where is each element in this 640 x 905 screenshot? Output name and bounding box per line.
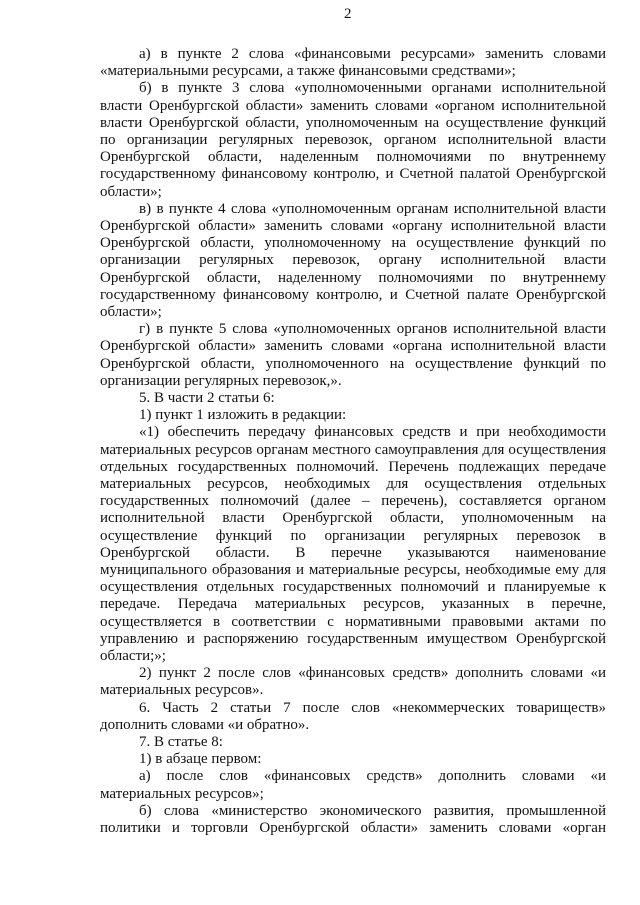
text-line: 5. В части 2 статьи 6: [139,390,275,406]
text-line: 1) пункт 1 изложить в редакции: [139,407,347,423]
text-line: в) в пункте 4 слова «уполномоченным органам исполнительной власти [139,201,606,217]
text-line: отдельных государственных полномочий. Перечень подлежащих передаче [100,459,606,475]
text-line: передаче. Передача материальных ресурсов, указанных в перечне, [100,596,606,612]
text-line: б) в пункте 3 слова «уполномоченными органами исполнительной [139,80,606,96]
text-line: материальных ресурсов органам местного самоуправления для осуществления [100,442,606,458]
text-line: муниципального образования и материальные ресурсы, необходимые ему для [100,562,606,578]
text-line: 6. Часть 2 статьи 7 после слов «некоммерческих товариществ» [139,700,606,716]
text-line: Оренбургской области» заменить словами «органа исполнительной власти [100,338,606,354]
text-line: Оренбургской области, уполномоченного на осуществление функций по [100,356,606,372]
text-line: а) в пункте 2 слова «финансовыми ресурсами» заменить словами [139,46,606,62]
text-line: Оренбургской области» заменить словами «органу исполнительной власти [100,218,606,234]
text-line: государственному финансовому контролю, и Счетной палатой Оренбургской [100,166,606,182]
text-line: организации регулярных перевозок,». [100,373,342,389]
text-line: дополнить словами «и обратно». [100,717,310,733]
text-line: «1) обеспечить передачу финансовых средств и при необходимости [139,424,606,440]
text-line: государственному финансовому контролю, и Счетной палате Оренбургской [100,287,606,303]
text-line: политики и торговли Оренбургской области» заменить словами «орган [100,820,606,836]
text-line: области»; [100,304,162,320]
text-line: материальных ресурсов, необходимых для осуществления отдельных [100,476,606,492]
text-line: по организации регулярных перевозок, органом исполнительной власти [100,132,606,148]
text-line: Оренбургской области, наделенному полномочиями по внутреннему [100,270,606,286]
text-line: осуществление функций по организации регулярных перевозок в [100,528,606,544]
text-line: Оренбургской области. В перечне указываются наименование [100,545,606,561]
text-line: б) слова «министерство экономического развития, промышленной [139,803,606,819]
text-line: г) в пункте 5 слова «уполномоченных органов исполнительной власти [139,321,606,337]
text-line: осуществления отдельных государственных полномочий и планируемые к [100,579,606,595]
text-line: исполнительной власти Оренбургской области, уполномоченным на [100,510,606,526]
text-line: Оренбургской области, уполномоченному на осуществление функций по [100,235,606,251]
text-line: осуществляется в соответствии с нормативными правовыми актами по [100,614,606,630]
text-line: государственных полномочий (далее – перечень), составляется органом [100,493,606,509]
text-line: 1) в абзаце первом: [139,751,262,767]
text-line: организации регулярных перевозок, органу исполнительной власти [100,252,606,268]
text-line: области»; [100,184,162,200]
text-line: материальных ресурсов». [100,682,264,698]
text-line: 7. В статье 8: [139,734,223,750]
text-line: власти Оренбургской области» заменить словами «органом исполнительной [100,98,606,114]
text-line: а) после слов «финансовых средств» дополнить словами «и [139,768,606,784]
text-line: власти Оренбургской области, уполномоченным на осуществление функций [100,115,606,131]
text-line: 2) пункт 2 после слов «финансовых средств» дополнить словами «и [139,665,606,681]
text-line: «материальными ресурсами, а также финансовыми средствами»; [100,63,516,79]
text-line: управлению и распоряжению государственным имуществом Оренбургской [100,631,606,647]
text-line: области;»; [100,648,166,664]
text-line: Оренбургской области, наделенным полномочиями по внутреннему [100,149,606,165]
text-line: материальных ресурсов»; [100,786,264,802]
page-number: 2 [344,6,352,22]
